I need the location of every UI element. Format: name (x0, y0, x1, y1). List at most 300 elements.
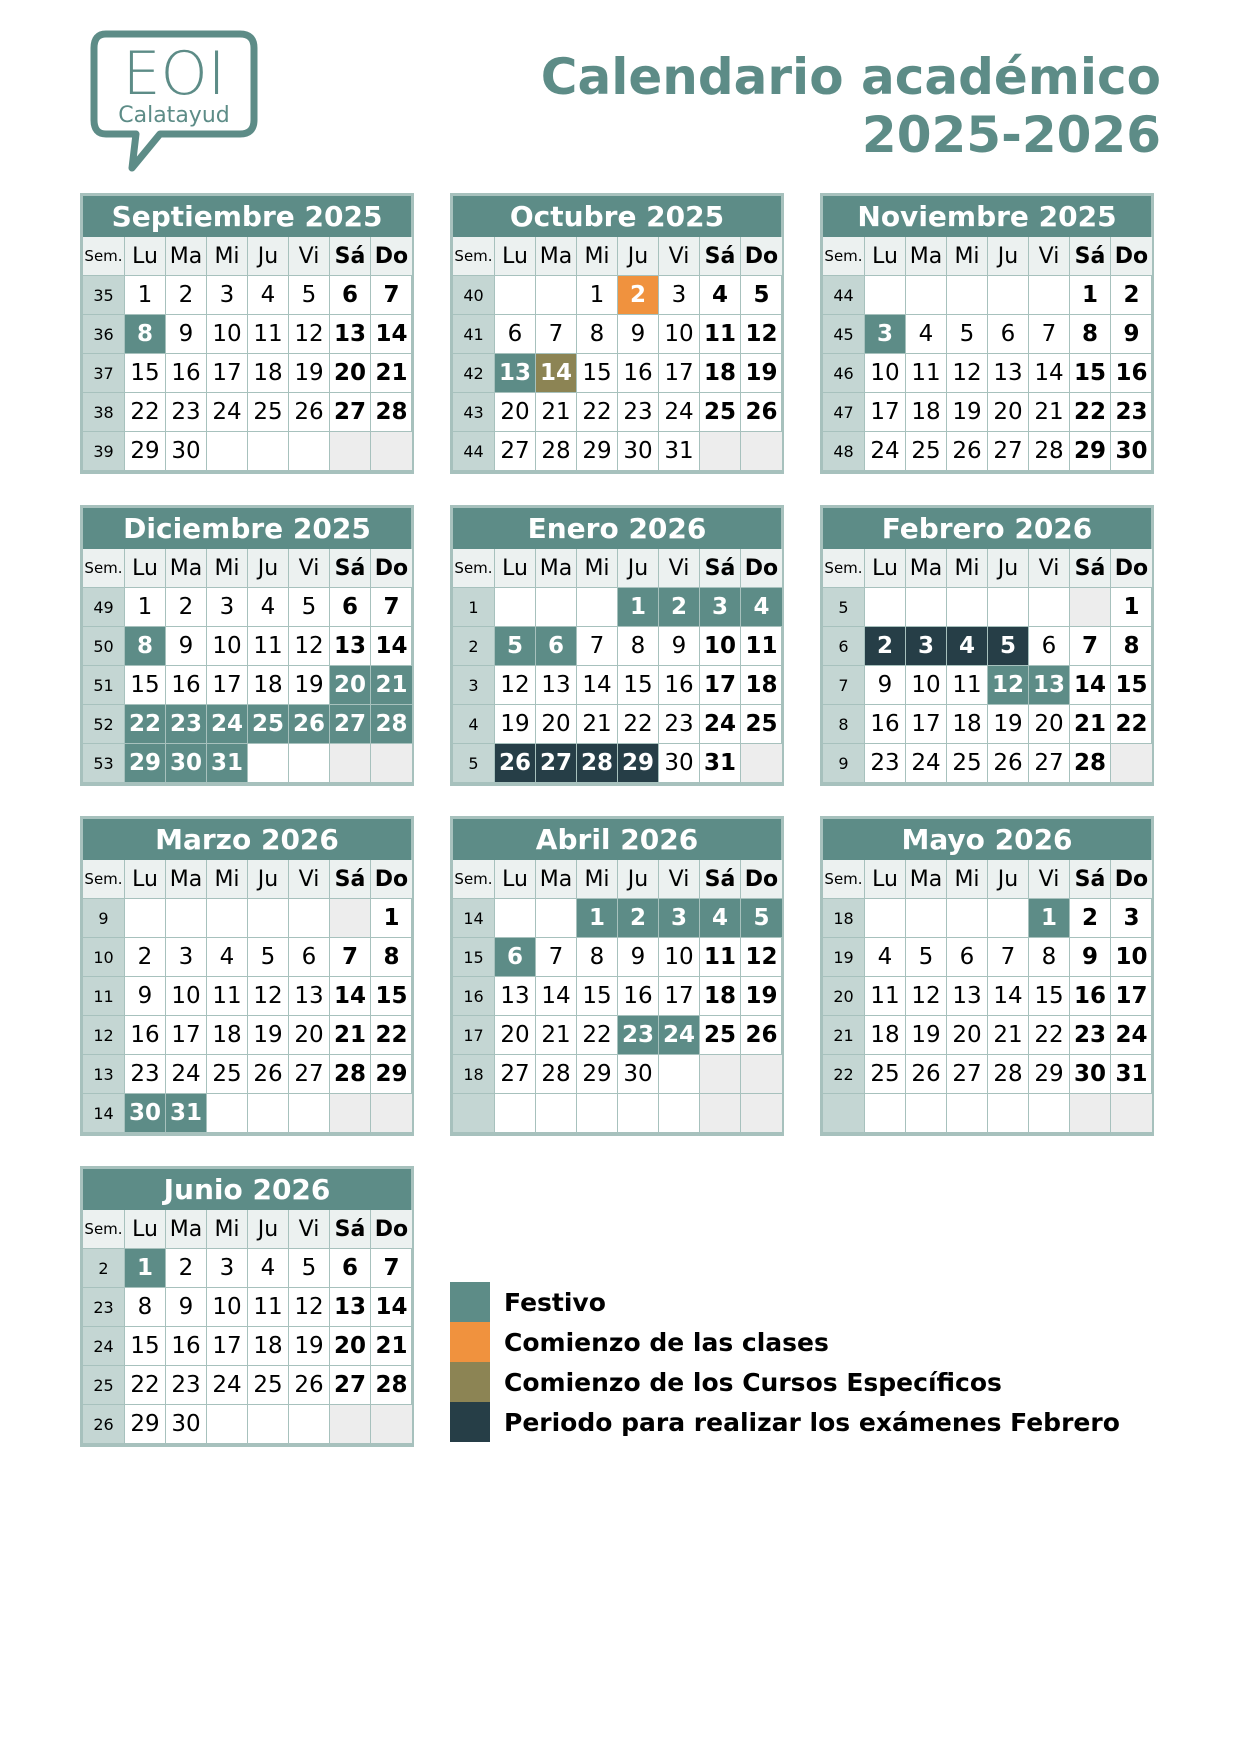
weekday-header: Do (1111, 860, 1152, 899)
week-number: 47 (823, 393, 865, 432)
day-cell: 19 (248, 1016, 289, 1055)
empty-day (700, 1094, 741, 1133)
day-cell: 1 (125, 1249, 166, 1288)
weekday-header: Vi (289, 549, 330, 588)
day-cell: 26 (289, 705, 330, 744)
day-cell: 5 (289, 276, 330, 315)
weekday-header: Ma (906, 237, 947, 276)
weekday-header: Ma (166, 1210, 207, 1249)
day-cell: 16 (618, 977, 659, 1016)
day-cell: 10 (1111, 938, 1152, 977)
week-number: 53 (83, 744, 125, 783)
day-cell: 24 (659, 1016, 700, 1055)
day-cell: 28 (1070, 744, 1111, 783)
day-cell: 15 (577, 977, 618, 1016)
weekday-header: Ju (618, 860, 659, 899)
day-cell: 2 (1111, 276, 1152, 315)
day-cell: 20 (495, 393, 536, 432)
day-cell: 3 (207, 276, 248, 315)
week-number: 48 (823, 432, 865, 471)
day-cell: 29 (1029, 1055, 1070, 1094)
day-cell: 17 (166, 1016, 207, 1055)
day-cell: 6 (330, 588, 371, 627)
weekday-header: Sá (700, 237, 741, 276)
day-cell: 2 (1070, 899, 1111, 938)
empty-day (741, 744, 782, 783)
day-cell: 13 (988, 354, 1029, 393)
day-cell: 24 (207, 393, 248, 432)
day-cell: 12 (495, 666, 536, 705)
day-cell: 13 (330, 1288, 371, 1327)
day-cell: 4 (700, 899, 741, 938)
day-cell: 1 (577, 276, 618, 315)
empty-day (371, 1405, 412, 1444)
weekday-header: Lu (865, 549, 906, 588)
weekday-header: Ju (248, 549, 289, 588)
empty-day (1111, 744, 1152, 783)
day-cell: 25 (248, 1366, 289, 1405)
day-cell: 20 (947, 1016, 988, 1055)
empty-day (289, 899, 330, 938)
week-number: 2 (453, 627, 495, 666)
day-cell: 3 (906, 627, 947, 666)
day-cell: 8 (1111, 627, 1152, 666)
day-cell: 10 (207, 1288, 248, 1327)
legend-swatch (450, 1282, 490, 1322)
day-cell: 15 (1029, 977, 1070, 1016)
empty-day (330, 432, 371, 471)
empty-day (330, 899, 371, 938)
weekday-header: Mi (947, 237, 988, 276)
month-grid (453, 549, 781, 783)
day-cell: 27 (330, 1366, 371, 1405)
day-cell: 13 (495, 354, 536, 393)
day-cell: 12 (248, 977, 289, 1016)
day-cell: 14 (371, 1288, 412, 1327)
day-cell: 12 (289, 315, 330, 354)
month-title: Febrero 2026 (823, 508, 1151, 549)
day-cell: 22 (371, 1016, 412, 1055)
day-cell: 5 (495, 627, 536, 666)
day-cell: 2 (659, 588, 700, 627)
empty-day (906, 588, 947, 627)
week-number: 44 (453, 432, 495, 471)
week-number: 17 (453, 1016, 495, 1055)
week-header: Sem. (83, 237, 125, 276)
empty-day (330, 1094, 371, 1133)
day-cell: 10 (166, 977, 207, 1016)
day-cell: 26 (289, 393, 330, 432)
day-cell: 15 (125, 666, 166, 705)
day-cell: 15 (1111, 666, 1152, 705)
day-cell: 22 (577, 393, 618, 432)
day-cell: 3 (865, 315, 906, 354)
day-cell: 20 (988, 393, 1029, 432)
weekday-header: Sá (1070, 549, 1111, 588)
day-cell: 24 (865, 432, 906, 471)
day-cell: 25 (207, 1055, 248, 1094)
empty-day (988, 588, 1029, 627)
week-header: Sem. (83, 549, 125, 588)
empty-day (330, 1405, 371, 1444)
empty-day (125, 899, 166, 938)
empty-day (577, 588, 618, 627)
day-cell: 27 (495, 1055, 536, 1094)
empty-day (207, 432, 248, 471)
day-cell: 17 (207, 1327, 248, 1366)
day-cell: 23 (1070, 1016, 1111, 1055)
weekday-header: Do (741, 549, 782, 588)
day-cell: 30 (1111, 432, 1152, 471)
day-cell: 16 (166, 354, 207, 393)
day-cell: 3 (207, 588, 248, 627)
week-number: 11 (83, 977, 125, 1016)
day-cell: 21 (1070, 705, 1111, 744)
week-number: 41 (453, 315, 495, 354)
day-cell: 29 (618, 744, 659, 783)
day-cell: 21 (536, 1016, 577, 1055)
day-cell: 24 (207, 705, 248, 744)
day-cell: 4 (248, 1249, 289, 1288)
empty-day (289, 1094, 330, 1133)
day-cell: 27 (495, 432, 536, 471)
title-line-1: Calendario académico (540, 48, 1161, 106)
day-cell: 7 (330, 938, 371, 977)
empty-day (947, 899, 988, 938)
empty-day (865, 899, 906, 938)
weekday-header: Ma (166, 860, 207, 899)
day-cell: 28 (1029, 432, 1070, 471)
month-4 (450, 505, 784, 786)
day-cell: 25 (248, 705, 289, 744)
day-cell: 6 (536, 627, 577, 666)
day-cell: 3 (166, 938, 207, 977)
month-title: Junio 2026 (83, 1169, 411, 1210)
day-cell: 20 (289, 1016, 330, 1055)
day-cell: 15 (1070, 354, 1111, 393)
empty-day (947, 276, 988, 315)
weekday-header: Do (371, 237, 412, 276)
day-cell: 19 (947, 393, 988, 432)
day-cell: 20 (330, 1327, 371, 1366)
empty-day (700, 432, 741, 471)
week-number: 5 (823, 588, 865, 627)
day-cell: 7 (371, 276, 412, 315)
day-cell: 30 (125, 1094, 166, 1133)
weekday-header: Do (371, 860, 412, 899)
empty-day (248, 899, 289, 938)
day-cell: 18 (207, 1016, 248, 1055)
day-cell: 21 (577, 705, 618, 744)
day-cell: 28 (330, 1055, 371, 1094)
month-grid (823, 237, 1151, 471)
legend-item (450, 1402, 1120, 1442)
day-cell: 7 (371, 588, 412, 627)
day-cell: 23 (166, 1366, 207, 1405)
day-cell: 11 (947, 666, 988, 705)
day-cell: 25 (947, 744, 988, 783)
day-cell: 17 (700, 666, 741, 705)
day-cell: 29 (125, 1405, 166, 1444)
week-number: 37 (83, 354, 125, 393)
empty-day (207, 899, 248, 938)
day-cell: 3 (207, 1249, 248, 1288)
day-cell: 1 (125, 588, 166, 627)
day-cell: 20 (330, 666, 371, 705)
day-cell: 10 (207, 315, 248, 354)
day-cell: 15 (371, 977, 412, 1016)
day-cell: 8 (125, 315, 166, 354)
day-cell: 28 (988, 1055, 1029, 1094)
day-cell: 9 (166, 627, 207, 666)
legend-item (450, 1362, 1120, 1402)
day-cell: 21 (988, 1016, 1029, 1055)
day-cell: 22 (618, 705, 659, 744)
day-cell: 5 (947, 315, 988, 354)
day-cell: 5 (988, 627, 1029, 666)
day-cell: 4 (741, 588, 782, 627)
day-cell: 14 (1070, 666, 1111, 705)
day-cell: 1 (618, 588, 659, 627)
week-number: 19 (823, 938, 865, 977)
day-cell: 11 (248, 1288, 289, 1327)
week-number: 18 (823, 899, 865, 938)
day-cell: 6 (495, 938, 536, 977)
weekday-header: Vi (289, 1210, 330, 1249)
weekday-header: Lu (125, 1210, 166, 1249)
day-cell: 13 (330, 627, 371, 666)
empty-day (659, 1094, 700, 1133)
weekday-header: Vi (289, 860, 330, 899)
day-cell: 9 (166, 1288, 207, 1327)
day-cell: 7 (536, 938, 577, 977)
weekday-header: Ma (906, 549, 947, 588)
day-cell: 14 (536, 977, 577, 1016)
day-cell: 6 (988, 315, 1029, 354)
day-cell: 12 (947, 354, 988, 393)
empty-day (906, 276, 947, 315)
day-cell: 19 (495, 705, 536, 744)
day-cell: 20 (495, 1016, 536, 1055)
day-cell: 11 (906, 354, 947, 393)
day-cell: 12 (906, 977, 947, 1016)
day-cell: 6 (330, 276, 371, 315)
empty-day (1070, 588, 1111, 627)
weekday-header: Ma (906, 860, 947, 899)
day-cell: 31 (659, 432, 700, 471)
day-cell: 29 (125, 744, 166, 783)
day-cell: 13 (536, 666, 577, 705)
day-cell: 4 (700, 276, 741, 315)
weekday-header: Sá (330, 1210, 371, 1249)
day-cell: 23 (618, 1016, 659, 1055)
weekday-header: Sá (330, 860, 371, 899)
empty-day (741, 432, 782, 471)
day-cell: 9 (618, 938, 659, 977)
empty-day (906, 899, 947, 938)
weekday-header: Lu (865, 237, 906, 276)
legend-swatch (450, 1362, 490, 1402)
legend-label: Comienzo de los Cursos Específicos (504, 1367, 1002, 1397)
week-number: 5 (453, 744, 495, 783)
day-cell: 27 (536, 744, 577, 783)
day-cell: 11 (207, 977, 248, 1016)
day-cell: 18 (248, 666, 289, 705)
day-cell: 9 (618, 315, 659, 354)
weekday-header: Vi (1029, 549, 1070, 588)
day-cell: 25 (741, 705, 782, 744)
day-cell: 17 (906, 705, 947, 744)
day-cell: 23 (1111, 393, 1152, 432)
weekday-header: Lu (495, 237, 536, 276)
day-cell: 17 (207, 354, 248, 393)
day-cell: 3 (700, 588, 741, 627)
day-cell: 2 (618, 276, 659, 315)
week-number: 25 (83, 1366, 125, 1405)
weekday-header: Ju (988, 549, 1029, 588)
empty-day (1029, 276, 1070, 315)
day-cell: 18 (248, 354, 289, 393)
month-grid (823, 860, 1151, 1133)
day-cell: 13 (1029, 666, 1070, 705)
empty-day (207, 1405, 248, 1444)
day-cell: 27 (330, 705, 371, 744)
empty-day (536, 899, 577, 938)
month-6 (80, 816, 414, 1136)
day-cell: 8 (577, 938, 618, 977)
empty-day (1111, 1094, 1152, 1133)
day-cell: 17 (207, 666, 248, 705)
day-cell: 17 (659, 354, 700, 393)
day-cell: 29 (1070, 432, 1111, 471)
legend-label: Comienzo de las clases (504, 1327, 829, 1357)
empty-day (495, 588, 536, 627)
weekday-header: Ma (536, 860, 577, 899)
day-cell: 23 (618, 393, 659, 432)
week-number: 1 (453, 588, 495, 627)
day-cell: 30 (659, 744, 700, 783)
day-cell: 31 (700, 744, 741, 783)
weekday-header: Sá (700, 860, 741, 899)
day-cell: 7 (988, 938, 1029, 977)
day-cell: 15 (577, 354, 618, 393)
month-8 (820, 816, 1154, 1136)
day-cell: 18 (248, 1327, 289, 1366)
week-number: 45 (823, 315, 865, 354)
day-cell: 2 (865, 627, 906, 666)
empty-day (248, 1405, 289, 1444)
day-cell: 6 (330, 1249, 371, 1288)
weekday-header: Vi (289, 237, 330, 276)
day-cell: 22 (1070, 393, 1111, 432)
weekday-header: Sá (700, 549, 741, 588)
day-cell: 2 (166, 276, 207, 315)
day-cell: 7 (371, 1249, 412, 1288)
week-header: Sem. (453, 860, 495, 899)
weekday-header: Ju (248, 1210, 289, 1249)
week-header: Sem. (83, 1210, 125, 1249)
day-cell: 9 (1111, 315, 1152, 354)
logo-text: EOI (122, 39, 226, 109)
week-number: 7 (823, 666, 865, 705)
day-cell: 26 (947, 432, 988, 471)
day-cell: 24 (906, 744, 947, 783)
day-cell: 20 (330, 354, 371, 393)
month-title: Mayo 2026 (823, 819, 1151, 860)
day-cell: 15 (125, 1327, 166, 1366)
weekday-header: Mi (577, 549, 618, 588)
day-cell: 25 (906, 432, 947, 471)
empty-day (1070, 1094, 1111, 1133)
month-grid (83, 1210, 411, 1444)
empty-day (495, 1094, 536, 1133)
empty-day (988, 276, 1029, 315)
weekday-header: Sá (1070, 237, 1111, 276)
day-cell: 22 (1029, 1016, 1070, 1055)
day-cell: 18 (865, 1016, 906, 1055)
day-cell: 11 (700, 315, 741, 354)
weekday-header: Vi (1029, 860, 1070, 899)
month-title: Octubre 2025 (453, 196, 781, 237)
weekday-header: Lu (125, 860, 166, 899)
day-cell: 9 (659, 627, 700, 666)
day-cell: 18 (700, 977, 741, 1016)
week-number: 21 (823, 1016, 865, 1055)
month-0 (80, 193, 414, 474)
day-cell: 14 (577, 666, 618, 705)
weekday-header: Do (371, 549, 412, 588)
day-cell: 25 (700, 393, 741, 432)
day-cell: 3 (659, 276, 700, 315)
month-title: Diciembre 2025 (83, 508, 411, 549)
day-cell: 4 (248, 276, 289, 315)
week-header: Sem. (823, 549, 865, 588)
week-number (823, 1094, 865, 1133)
day-cell: 24 (207, 1366, 248, 1405)
day-cell: 30 (618, 1055, 659, 1094)
day-cell: 20 (536, 705, 577, 744)
day-cell: 29 (125, 432, 166, 471)
weekday-header: Ju (988, 237, 1029, 276)
day-cell: 25 (248, 393, 289, 432)
day-cell: 26 (495, 744, 536, 783)
legend-swatch (450, 1402, 490, 1442)
week-number: 10 (83, 938, 125, 977)
week-header: Sem. (823, 237, 865, 276)
day-cell: 23 (865, 744, 906, 783)
day-cell: 8 (1029, 938, 1070, 977)
weekday-header: Vi (659, 860, 700, 899)
weekday-header: Do (741, 237, 782, 276)
day-cell: 24 (659, 393, 700, 432)
week-number: 44 (823, 276, 865, 315)
weekday-header: Ju (248, 237, 289, 276)
empty-day (371, 1094, 412, 1133)
title-line-2: 2025-2026 (861, 106, 1161, 164)
day-cell: 27 (947, 1055, 988, 1094)
day-cell: 27 (988, 432, 1029, 471)
month-title: Abril 2026 (453, 819, 781, 860)
day-cell: 17 (659, 977, 700, 1016)
day-cell: 5 (289, 1249, 330, 1288)
day-cell: 28 (577, 744, 618, 783)
empty-day (865, 588, 906, 627)
day-cell: 10 (865, 354, 906, 393)
day-cell: 8 (577, 315, 618, 354)
empty-day (865, 276, 906, 315)
day-cell: 1 (371, 899, 412, 938)
day-cell: 2 (166, 1249, 207, 1288)
